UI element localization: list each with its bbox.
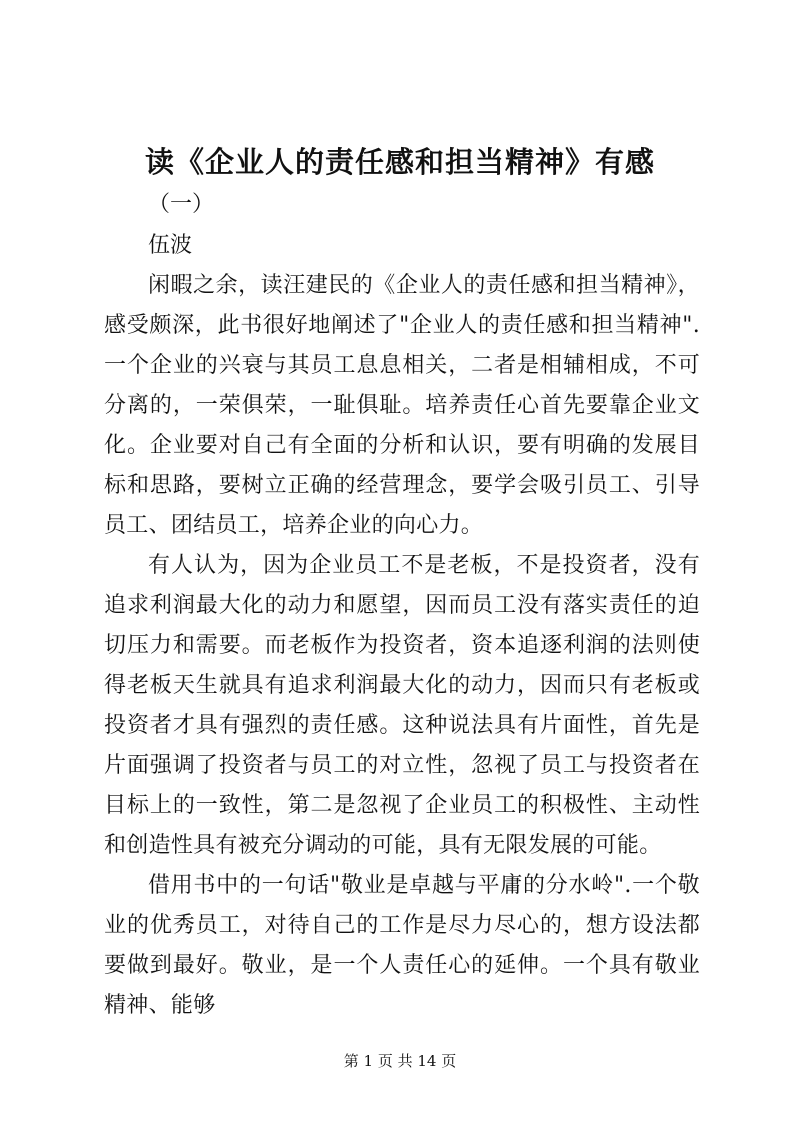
body-text [104,266,700,1026]
paragraph: 闲暇之余，读汪建民的《企业人的责任感和担当精神》，感受颇深，此书很好地阐述了"企业人的责任感和担当精神".一个企业的兴衰与其员工息息相关，二者是相辅相成，不可分离的，一荣俱荣，一耻俱耻。培养责任心首先要靠企业文化。企业要对自己有全面的分析和认识，要有明确的发展目标和思路，要树立正确的经营理念，要学会吸引员工、引导员工、团结员工，培养企业的向心力。 [104,273,700,538]
paragraph: 有人认为，因为企业员工不是老板，不是投资者，没有追求利润最大化的动力和愿望，因而员工没有落实责任的迫切压力和需要。而老板作为投资者，资本追逐利润的法则使得老板天生就具有追求利润最大化的动力，因而只有老板或投资者才具有强烈的责任感。这种说法具有片面性，首先是片面强调了投资者与员工的对立性，忽视了员工与投资者在目标上的一致性，第二是忽视了企业员工的积极性、主动性和创造性具有被充分调动的可能，具有无限发展的可能。 [104,553,700,858]
author-name: 伍波 [148,233,193,258]
page-footer: 第 1 页 共 14 页 [343,1052,457,1070]
document-title: 读《企业人的责任感和担当精神》有感 [144,145,655,179]
paragraph: 借用书中的一句话"敬业是卓越与平庸的分水岭".一个敬业的优秀员工，对待自己的工作是尽力尽心的，想方设法都要做到最好。敬业，是一个人责任心的延伸。一个具有敬业精神、能够 [104,873,700,1018]
section-number: （一） [148,192,215,217]
